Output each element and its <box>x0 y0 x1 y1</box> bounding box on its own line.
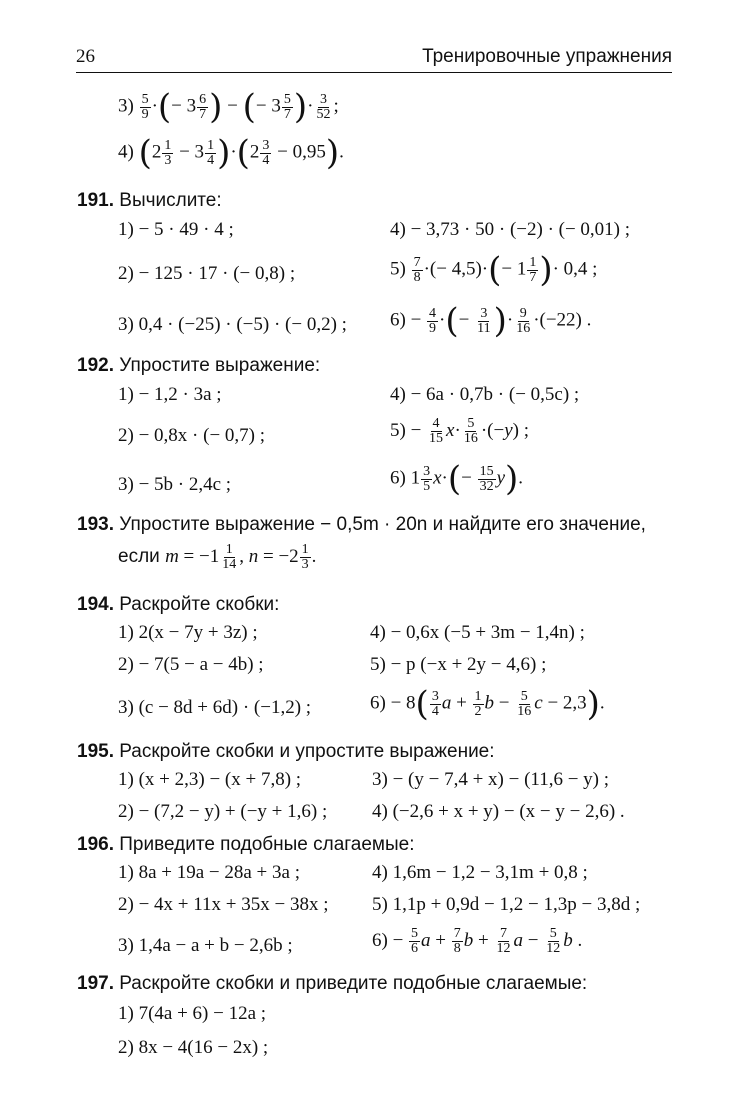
ex194-5: 5) − p (−x + 2y − 4,6) ; <box>370 654 547 675</box>
ex191-3: 3) 0,4 · (−25) · (−5) · (− 0,2) ; <box>118 314 347 335</box>
task-197-heading <box>77 973 587 995</box>
ex197-2: 2) 8x − 4(16 − 2x) ; <box>118 1037 269 1058</box>
page-number: 26 <box>76 46 95 67</box>
task-number: 196. <box>77 834 114 855</box>
ex197-1: 1) 7(4a + 6) − 12a ; <box>118 1003 267 1024</box>
condition-word: если <box>118 545 160 567</box>
task-number: 197. <box>77 973 114 994</box>
ex196-2: 2) − 4x + 11x + 35x − 38x ; <box>118 894 329 915</box>
item-label: 3) <box>118 95 134 117</box>
ex194-2: 2) − 7(5 − a − 4b) ; <box>118 654 264 675</box>
task-text: Приведите подобные слагаемые: <box>119 834 415 855</box>
ex194-4: 4) − 0,6x (−5 + 3m − 1,4n) ; <box>370 622 585 643</box>
task-193-heading <box>77 514 646 536</box>
task-196-heading <box>77 834 415 856</box>
ex194-6: 6) − 8( $\frac{3}{4}$ a + $\frac{1}{2}$ b − $\frac{5}{16}$ c − 2,3). <box>370 684 605 724</box>
item-label: 4) <box>118 141 134 163</box>
prev-item-3: 3) $\frac{5}{9}$ ·(− 3 $\frac{6}{7}$ ) − (− 3 $\frac{5}{7}$ )· $\frac{3}{52}$ ; <box>118 87 339 127</box>
task-number: 193. <box>77 514 114 535</box>
ex192-6: 6) 1 $\frac{3}{5}$ x·(− $\frac{15}{32}$ y). <box>390 459 524 499</box>
ex194-1: 1) 2(x − 7y + 3z) ; <box>118 622 258 643</box>
prev-item-4: 4) (2 $\frac{1}{3}$ − 3 $\frac{1}{4}$ )·(2 $\frac{3}{4}$ − 0,95). <box>118 133 344 173</box>
task-text: Вычислите: <box>119 190 222 211</box>
ex196-1: 1) 8a + 19a − 28a + 3a ; <box>118 862 300 883</box>
ex195-4: 4) (−2,6 + x + y) − (x − y − 2,6) . <box>372 801 625 822</box>
ex191-6: 6) − $\frac{4}{9}$ ·(− $\frac{3}{11}$ )· $\frac{9}{16}$ ·(−22) . <box>390 301 592 341</box>
task-number: 195. <box>77 741 114 762</box>
ex195-2: 2) − (7,2 − y) + (−y + 1,6) ; <box>118 801 328 822</box>
ex192-5: 5) − $\frac{4}{15}$ x· $\frac{5}{16}$ ·(−y) ; <box>390 416 529 446</box>
ex192-2: 2) − 0,8x · (− 0,7) ; <box>118 425 266 446</box>
task-number: 191. <box>77 190 114 211</box>
page-header <box>76 44 672 73</box>
ex195-1: 1) (x + 2,3) − (x + 7,8) ; <box>118 769 302 790</box>
task-194-heading <box>77 594 279 616</box>
ex191-2: 2) − 125 · 17 · (− 0,8) ; <box>118 263 296 284</box>
ex192-4: 4) − 6a · 0,7b · (− 0,5c) ; <box>390 384 580 405</box>
task-text: Упростите выражение − 0,5m · 20n и найдите его значение, <box>119 514 646 535</box>
ex196-3: 3) 1,4a − a + b − 2,6b ; <box>118 935 293 956</box>
task-number: 192. <box>77 355 114 376</box>
ex196-4: 4) 1,6m − 1,2 − 3,1m + 0,8 ; <box>372 862 588 883</box>
task-text: Раскройте скобки и упростите выражение: <box>119 741 495 762</box>
task-number: 194. <box>77 594 114 615</box>
ex191-5: 5) $\frac{7}{8}$ ·(− 4,5)·(− 1 $\frac{1}{7}$ )· 0,4 ; <box>390 250 598 290</box>
ex196-5: 5) 1,1p + 0,9d − 1,2 − 1,3p − 3,8d ; <box>372 894 641 915</box>
task-193-condition: если m = −1 $\frac{1}{14}$ , n = −2 $\frac{1}{3}$ . <box>118 542 317 572</box>
ex195-3: 3) − (y − 7,4 + x) − (11,6 − y) ; <box>372 769 610 790</box>
ex191-1: 1) − 5 · 49 · 4 ; <box>118 219 234 240</box>
task-195-heading <box>77 741 495 763</box>
ex194-3: 3) (c − 8d + 6d) · (−1,2) ; <box>118 697 312 718</box>
task-text: Упростите выражение: <box>119 355 321 376</box>
ex192-1: 1) − 1,2 · 3a ; <box>118 384 222 405</box>
ex192-3: 3) − 5b · 2,4c ; <box>118 474 232 495</box>
ex191-4: 4) − 3,73 · 50 · (−2) · (− 0,01) ; <box>390 219 631 240</box>
task-text: Раскройте скобки и приведите подобные слагаемые: <box>119 973 588 994</box>
task-text: Раскройте скобки: <box>119 594 280 615</box>
running-title: Тренировочные упражнения <box>422 46 672 67</box>
task-191-heading <box>77 190 222 212</box>
ex196-6: 6) − $\frac{5}{6}$ a + $\frac{7}{8}$ b + $\frac{7}{12}$ a − $\frac{5}{12}$ b . <box>372 926 583 956</box>
task-192-heading <box>77 355 320 377</box>
